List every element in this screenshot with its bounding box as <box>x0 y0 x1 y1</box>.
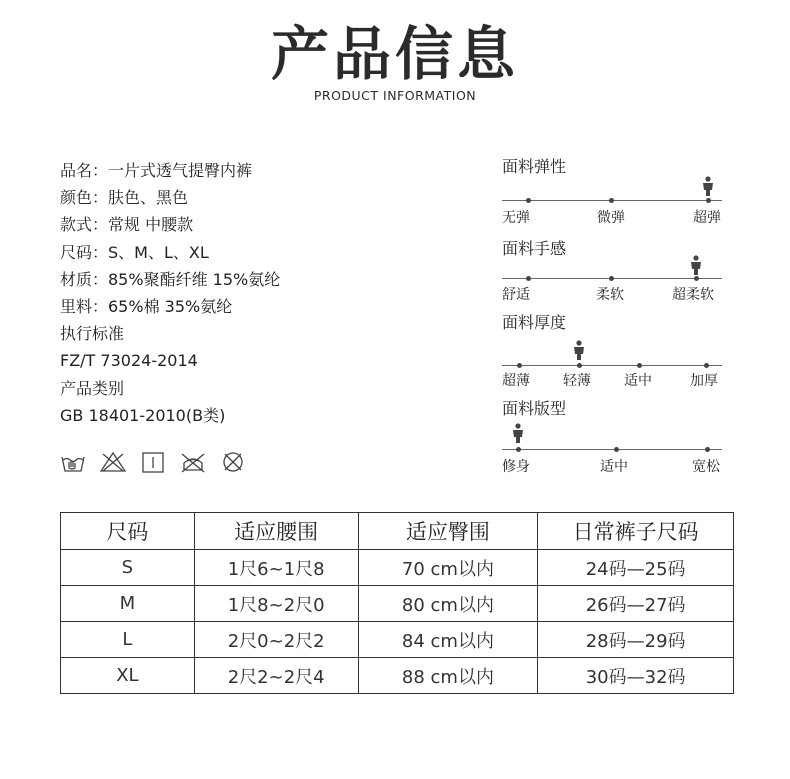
spec-label: 修身 <box>502 459 530 475</box>
table-cell: 84 cm以内 <box>358 622 538 658</box>
person-icon <box>689 255 703 275</box>
spec-label: 超弹 <box>693 210 721 226</box>
spec-label: 超柔软 <box>672 287 714 303</box>
spec-dot <box>704 363 709 368</box>
table-row <box>61 586 734 622</box>
spec-dot <box>706 198 711 203</box>
table-cell: 24码—25码 <box>538 550 734 586</box>
spec-hand-feel <box>502 238 724 308</box>
info-material: 材质：85%聚酯纤维 15%氨纶 <box>60 269 281 289</box>
table-cell: 88 cm以内 <box>358 658 538 694</box>
spec-dot <box>609 276 614 281</box>
person-icon <box>701 176 715 196</box>
info-category-label: 产品类别 <box>60 378 125 398</box>
table-cell: 1尺8~2尺0 <box>194 586 358 622</box>
spec-elasticity <box>502 156 724 228</box>
table-cell: 2尺0~2尺2 <box>194 622 358 658</box>
table-cell: 2尺2~2尺4 <box>194 658 358 694</box>
table-cell: L <box>61 622 195 658</box>
table-cell: XL <box>61 658 195 694</box>
table-cell: 30码—32码 <box>538 658 734 694</box>
table-cell: S <box>61 550 195 586</box>
table-cell: 28码—29码 <box>538 622 734 658</box>
info-style: 款式：常规 中腰款 <box>60 215 194 235</box>
table-cell: 80 cm以内 <box>358 586 538 622</box>
spec-dot <box>705 447 710 452</box>
table-row <box>61 550 734 586</box>
spec-fit-title: 面料版型 <box>502 399 567 418</box>
line-dry-icon <box>140 451 166 473</box>
product-info <box>60 157 460 429</box>
info-size: 尺码：S、M、L、XL <box>60 242 209 262</box>
care-icons <box>60 451 246 473</box>
info-color: 颜色：肤色、黑色 <box>60 188 189 208</box>
spec-dot <box>577 363 582 368</box>
spec-fit <box>502 398 724 478</box>
spec-label: 超薄 <box>502 373 530 389</box>
spec-dot <box>614 447 619 452</box>
person-icon <box>511 423 525 443</box>
table-cell: 70 cm以内 <box>358 550 538 586</box>
spec-hand-feel-title: 面料手感 <box>502 239 567 258</box>
spec-dot <box>637 363 642 368</box>
info-standard-value: FZ/T 73024-2014 <box>60 351 198 371</box>
no-tumble-dry-icon <box>180 451 206 473</box>
column-header-pants-size: 日常裤子尺码 <box>538 513 734 550</box>
spec-thickness <box>502 312 724 392</box>
no-bleach-icon <box>100 451 126 473</box>
spec-label: 无弹 <box>502 210 530 226</box>
spec-label: 适中 <box>624 373 652 389</box>
spec-label: 宽松 <box>692 459 720 475</box>
size-table <box>60 512 734 694</box>
table-header-row <box>61 513 734 550</box>
spec-label: 加厚 <box>690 373 718 389</box>
info-standard-label: 执行标准 <box>60 324 125 344</box>
no-dry-clean-icon <box>220 451 246 473</box>
column-header-size: 尺码 <box>61 513 195 550</box>
spec-label: 柔软 <box>596 287 624 303</box>
spec-thickness-title: 面料厚度 <box>502 313 567 332</box>
table-cell: 26码—27码 <box>538 586 734 622</box>
table-cell: M <box>61 586 195 622</box>
spec-label: 适中 <box>600 459 628 475</box>
table-cell: 1尺6~1尺8 <box>194 550 358 586</box>
column-header-hip: 适应臀围 <box>358 513 538 550</box>
spec-dot <box>694 276 699 281</box>
spec-label: 舒适 <box>502 287 530 303</box>
info-lining: 里料：65%棉 35%氨纶 <box>60 296 233 316</box>
info-category-value: GB 18401-2010(B类) <box>60 405 226 425</box>
table-row <box>61 622 734 658</box>
page-subtitle: PRODUCT INFORMATION <box>313 88 477 103</box>
table-row <box>61 658 734 694</box>
spec-dot <box>517 363 522 368</box>
spec-elasticity-title: 面料弹性 <box>502 157 567 176</box>
info-name: 品名：一片式透气提臀内裤 <box>60 161 253 180</box>
page-title: 产品信息 <box>270 20 519 88</box>
spec-dot <box>609 198 614 203</box>
person-icon <box>572 340 586 360</box>
column-header-waist: 适应腰围 <box>194 513 358 550</box>
spec-dot <box>526 198 531 203</box>
spec-label: 轻薄 <box>563 373 591 389</box>
hand-wash-icon <box>60 451 86 473</box>
spec-dot <box>526 276 531 281</box>
spec-label: 微弹 <box>597 210 625 226</box>
spec-dot <box>516 447 521 452</box>
